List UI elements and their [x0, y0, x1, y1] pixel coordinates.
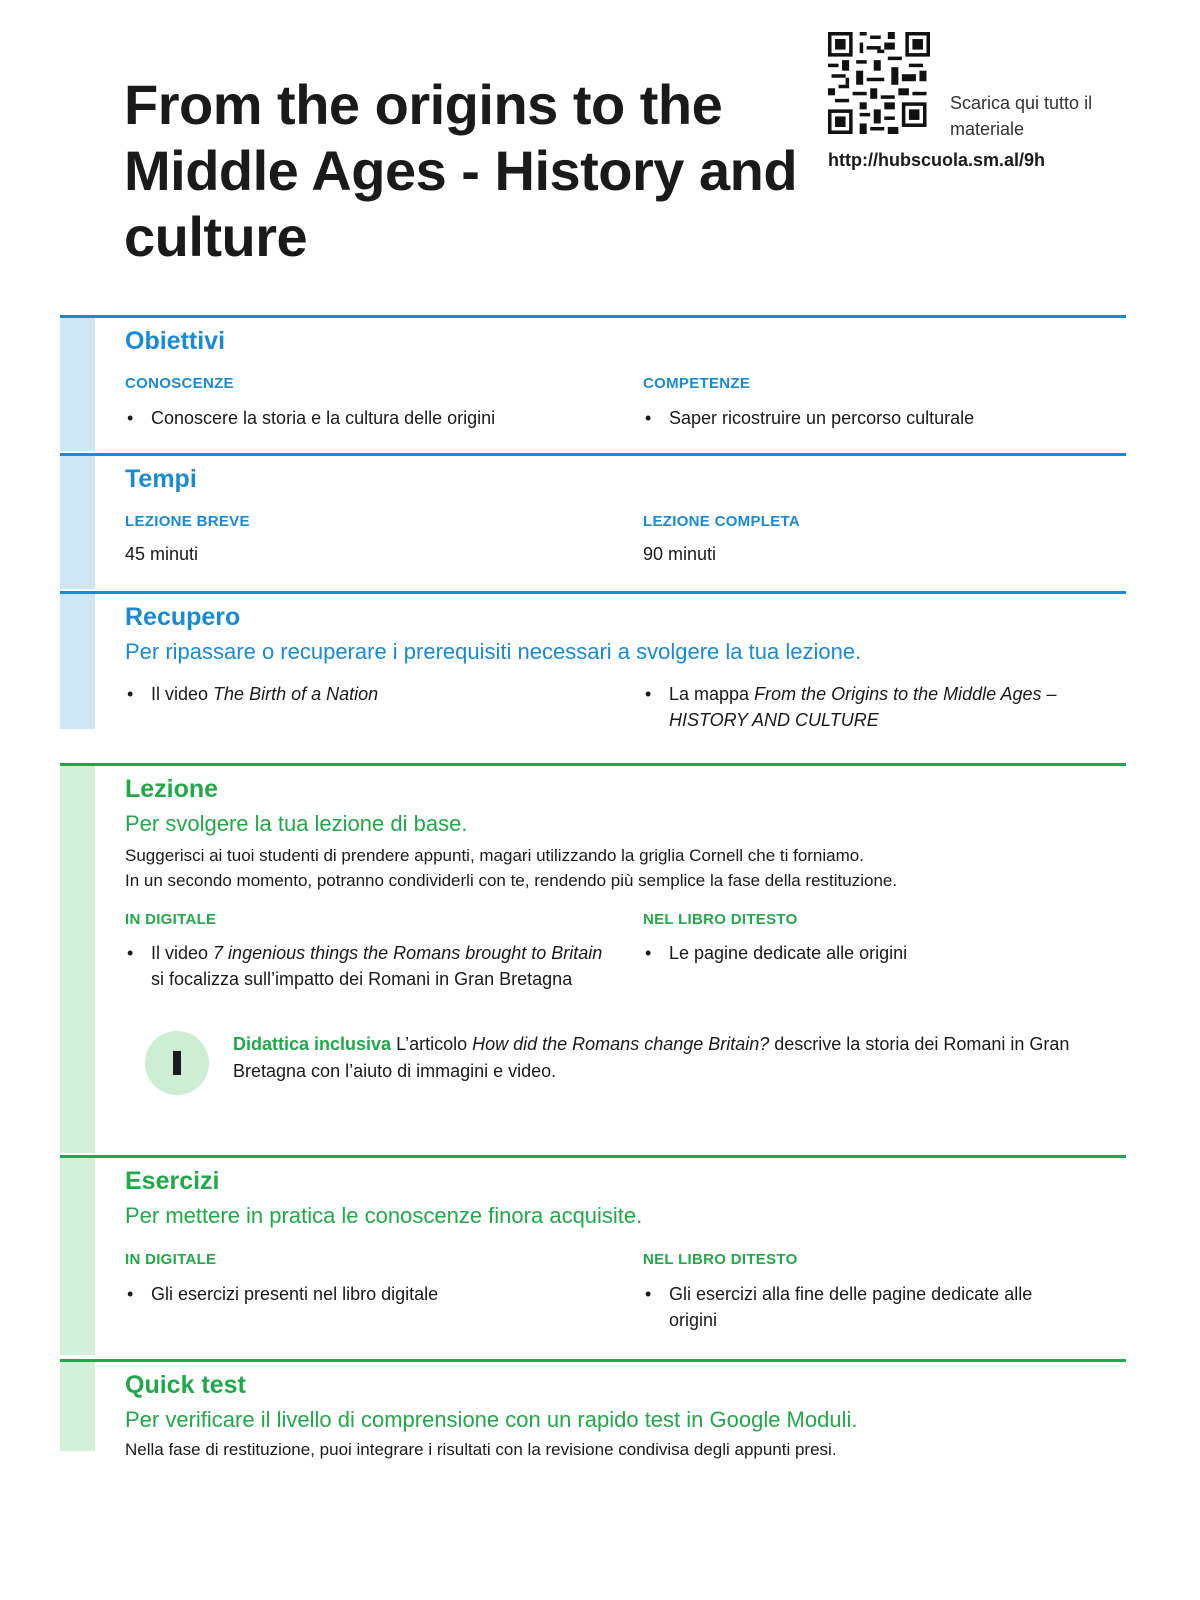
article-title[interactable]: How did the Romans change Britain? — [472, 1034, 770, 1054]
column-heading: LEZIONE COMPLETA — [643, 513, 801, 530]
section-title: Obiettivi — [125, 327, 226, 355]
map-title-line2[interactable]: HISTORY AND CULTURE — [669, 710, 879, 730]
section-esercizi — [60, 1155, 1126, 1355]
list-item: • Il video The Birth of a Nation — [125, 681, 615, 707]
section-body: Nella fase di restituzione, puoi integrare i risultati con la revisione condivisa degli appunti presi. — [125, 1440, 837, 1459]
section-recupero — [60, 591, 1126, 729]
list-item: • Gli esercizi alla fine delle pagine dedicate alle origini — [643, 1281, 1083, 1333]
column-heading: IN DIGITALE — [125, 911, 217, 928]
section-sidebar — [60, 1359, 95, 1451]
list-item: • Conoscere la storia e la cultura delle origini — [125, 405, 615, 431]
section-subtitle: Per ripassare o recuperare i prerequisiti necessari a svolgere la tua lezione. — [125, 639, 862, 664]
section-obiettivi — [60, 315, 1126, 451]
duration-value: 45 minuti — [125, 544, 199, 564]
list-item: • La mappa From the Origins to the Middle Ages – HISTORY AND CULTURE — [643, 681, 1126, 733]
list-item: • Le pagine dedicate alle origini — [643, 940, 1123, 966]
section-sidebar — [60, 591, 95, 729]
column-heading: CONOSCENZE — [125, 375, 234, 392]
column-heading: NEL LIBRO DITESTO — [643, 1251, 798, 1268]
section-sidebar — [60, 315, 95, 451]
section-divider — [60, 315, 1126, 318]
section-subtitle: Per mettere in pratica le conoscenze finora acquisite. — [125, 1203, 643, 1228]
section-sidebar — [60, 763, 95, 1153]
section-subtitle: Per verificare il livello di comprensione con un rapido test in Google Moduli. — [125, 1407, 858, 1432]
section-divider — [60, 591, 1126, 594]
video-title[interactable]: 7 ingenious things the Romans brought to Britain — [213, 943, 603, 963]
section-title: Lezione — [125, 775, 219, 803]
section-lezione — [60, 763, 1126, 1153]
column-heading: IN DIGITALE — [125, 1251, 217, 1268]
section-title: Recupero — [125, 603, 241, 631]
qr-code[interactable] — [828, 32, 930, 134]
map-title[interactable]: From the Origins to the Middle Ages – — [754, 684, 1057, 704]
section-sidebar — [60, 1155, 95, 1355]
list-item: • Gli esercizi presenti nel libro digitale — [125, 1281, 615, 1307]
section-title: Esercizi — [125, 1167, 220, 1195]
page-title: From the origins to the Middle Ages - History and culture — [124, 73, 798, 268]
list-item: • Saper ricostruire un percorso culturale — [643, 405, 1123, 431]
section-divider — [60, 1155, 1126, 1158]
column-heading: NEL LIBRO DITESTO — [643, 911, 798, 928]
column-heading: LEZIONE BREVE — [125, 513, 250, 530]
list-item: • Il video 7 ingenious things the Romans brought to Britain si focalizza sull’impatto dei Romani in Gran Bretagna — [125, 940, 607, 992]
inclusive-icon — [145, 1031, 209, 1095]
duration-value: 90 minuti — [643, 544, 717, 564]
section-divider — [60, 453, 1126, 456]
section-divider — [60, 763, 1126, 766]
section-sidebar — [60, 453, 95, 589]
section-title: Tempi — [125, 465, 197, 493]
column-heading: COMPETENZE — [643, 375, 751, 392]
qr-caption: Scarica qui tutto il materiale — [950, 93, 1093, 139]
section-tempi — [60, 453, 1126, 589]
section-quick-test — [60, 1359, 1126, 1459]
qr-link[interactable]: http://hubscuola.sm.al/9h — [828, 150, 1046, 170]
section-subtitle: Per svolgere la tua lezione di base. — [125, 811, 468, 836]
video-title[interactable]: The Birth of a Nation — [213, 684, 379, 704]
inclusive-note: Didattica inclusiva L’articolo How did the Romans change Britain? descrive la storia dei Romani in Gran Bretagna con l’aiuto di immagini e video. — [233, 1034, 1070, 1081]
section-body: Suggerisci ai tuoi studenti di prendere appunti, magari utilizzando la griglia Cornell che ti forniamo. In un secondo momento, potranno condividerli con te, rendendo più semplice la fase della restituzione. — [125, 846, 898, 890]
section-title: Quick test — [125, 1371, 246, 1399]
section-divider — [60, 1359, 1126, 1362]
